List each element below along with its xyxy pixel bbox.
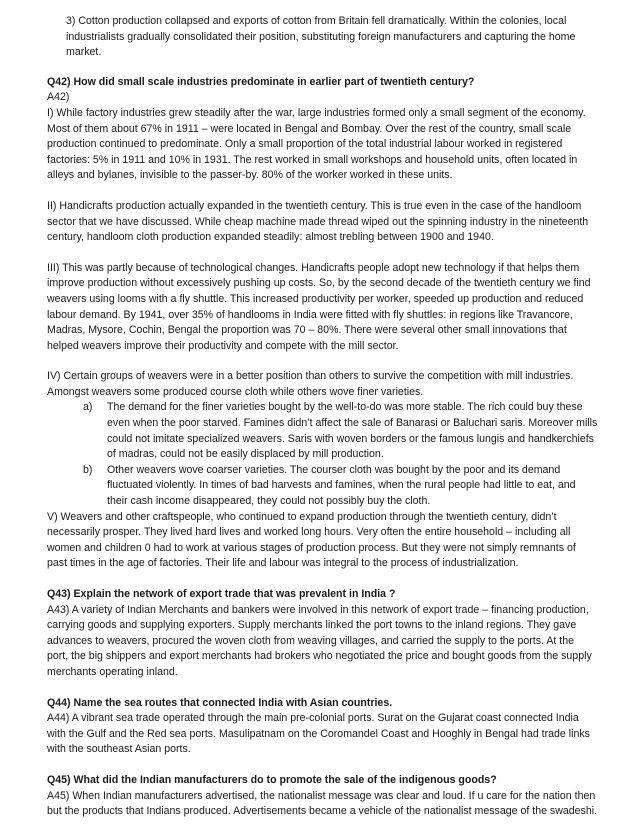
answer-42-point-4b [47, 463, 598, 510]
question-44: Q44) Name the sea routes that connected India with Asian countries. [47, 696, 393, 709]
list-marker-a: a) [83, 401, 93, 414]
intro-point-3: 3) Cotton production collapsed and exports of cotton from Britain fell dramatically. Within the colonies, local industrialists gradually consolidated their position, substituting foreign manufacturers and capturing the home market. [66, 15, 576, 59]
answer-42-point-1: I) While factory industries grew steadily after the war, large industries formed only a small segment of the economy. Most of them about 67% in 1911 – were located in Bengal and Bombay. Over the rest of the country, small scale production continued to predominate. Only a small proportion of the total industrial labour worked in registered factories: 5% in 1911 and 10% in 1931. The rest worked in small workshops and household units, often located in alleys and bylanes, invisible to the passer-by. 80% of the worker worked in these units. [47, 106, 586, 182]
answer-42-point-2: II) Handicrafts production actually expanded in the twentieth century. This is true even in the case of the handloom sector that we have discussed. While cheap machine made thread wiped out the spinning industry in the nineteenth century, handloom cloth production expanded steadily: almost trebling between 1900 and 1940. [47, 199, 589, 244]
answer-43: A43) A variety of Indian Merchants and bankers were involved in this network of export trade – financing production, carrying goods and supplying exporters. Supply merchants linked the port towns to the inland regions. They gave advances to weavers, procured the woven cloth from weaving villages, and carried the supply to the ports. At the port, the big shippers and export merchants had brokers who negotiated the price and bought goods from the supply merchants operating inland. [47, 603, 592, 678]
question-42: Q42) How did small scale industries predominate in earlier part of twentieth century? [47, 75, 475, 88]
answer-42-point-4: IV) Certain groups of weavers were in a better position than others to survive the competition with mill industries. Amongst weavers some produced course cloth while others wove finer varieties. [47, 370, 574, 398]
answer-42-point-5: V) Weavers and other craftspeople, who continued to expand production through the twentieth century, didn’t necessarily prosper. They lived hard lives and worked long hours. Very often the entire household – including all women and children 0 had to work at various stages of production process. But they were not simply remnants of past times in the age of factories. Their life and labour was integral to the process of industrialization. [47, 510, 576, 570]
answer-45: A45) When Indian manufacturers advertised, the nationalist message was clear and loud. If u care for the nation then but the products that Indians produced. Advertisements became a vehicle of the nationalist message of the swadeshi. [47, 789, 598, 818]
answer-42-point-4a [47, 400, 598, 462]
answer-42-point-3: III) This was partly because of technological changes. Handicrafts people adopt new technology if that helps them improve production without excessively pushing up costs. So, by the second decade of the twentieth century we find weavers using looms with a fly shuttle. This increased productivity per worker, speeded up production and reduced labour demand. By 1941, over 35% of handlooms in India were fitted with fly shuttles: in regions like Travancore, Madras, Mysore, Cochin, Bengal the proportion was 70 – 80%. There were several other small innovations that helped weavers improve their productivity and compete with the mill sector. [47, 261, 591, 352]
list-marker-b: b) [83, 463, 93, 476]
list-text-a: The demand for the finer varieties bought by the well-to-do was more stable. The rich could buy these even when the poor starved. Famines didn’t affect the sale of Banarasi or Baluchari saris. Moreover mills could not imitate specialized weavers. Saris with woven borders or the famous lungis and handkerchiefs of madras, could not be easily displaced by mill production. [107, 401, 598, 461]
list-text-b: Other weavers wove coarser varieties. The courser cloth was bought by the poor and its demand fluctuated violently. In times of bad harvests and famines, when the rural people had little to eat, and their cash income disappeared, they could not possibly buy the cloth. [107, 463, 576, 508]
question-45: Q45) What did the Indian manufacturers do to promote the sale of the indigenous goods? [47, 773, 497, 786]
question-43: Q43) Explain the network of export trade that was prevalent in India ? [47, 588, 396, 600]
answer-44: A44) A vibrant sea trade operated through the main pre-colonial ports. Surat on the Gujarat coast connected India with the Gulf and the Red sea ports. Masulipatnam on the Coromandel Coast and Hooghly in Bengal had trade links with the southeast Asian ports. [47, 712, 590, 756]
answer-42-label: A42) [47, 91, 70, 104]
